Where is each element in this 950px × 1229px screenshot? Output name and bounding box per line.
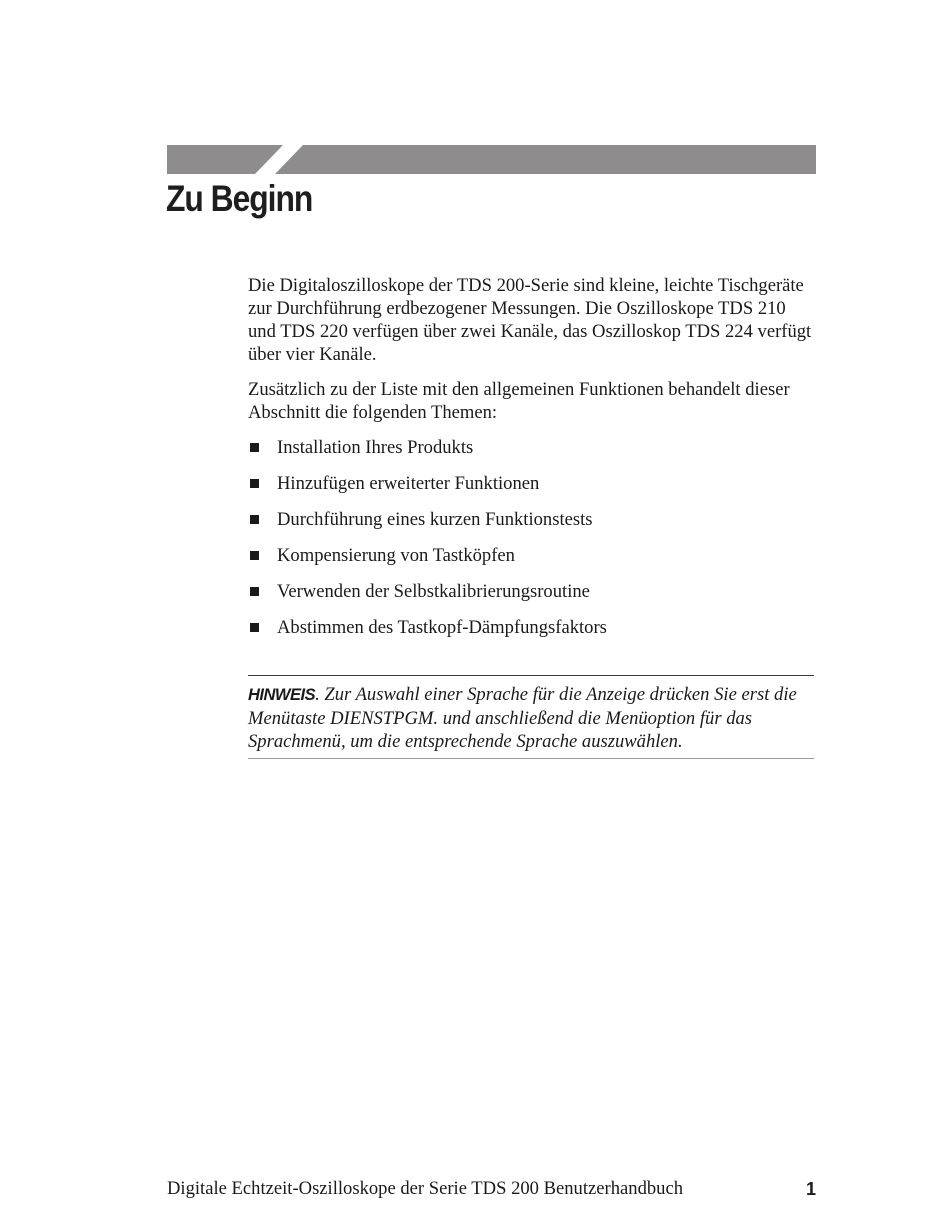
bullet-square-icon: [250, 479, 259, 488]
page-number: 1: [806, 1179, 817, 1199]
note-text: . Zur Auswahl einer Sprache für die Anzeige drücken Sie erst die Menütaste DIENSTPGM. und anschließend die Menüoption für das Sprachmenü, um die entsprechende Sprache auszuwählen.: [248, 684, 797, 752]
list-item-text: Abstimmen des Tastkopf-Dämpfungsfaktors: [277, 617, 607, 638]
list-item: [248, 472, 816, 508]
bullet-square-icon: [250, 515, 259, 524]
note-label: HINWEIS: [248, 686, 316, 704]
list-item: [248, 616, 816, 652]
list-item: [248, 436, 816, 472]
list-item: [248, 508, 816, 544]
list-item-text: Verwenden der Selbstkalibrierungsroutine: [277, 581, 590, 602]
list-item-text: Durchführung eines kurzen Funktionstests: [277, 509, 593, 530]
intro-paragraph-2: Zusätzlich zu der Liste mit den allgemeinen Funktionen behandelt dieser Abschnitt die folgenden Themen:: [248, 379, 790, 423]
header-bar-right-segment: [275, 145, 816, 174]
bullet-square-icon: [250, 551, 259, 560]
topic-list: [248, 436, 816, 652]
chapter-header-bar: [167, 145, 816, 174]
bullet-square-icon: [250, 623, 259, 632]
intro-paragraph-1: Die Digitaloszilloskope der TDS 200-Serie sind kleine, leichte Tischgeräte zur Durchführung erdbezogener Messungen. Die Oszilloskope TDS 210 und TDS 220 verfügen über zwei Kanäle, das Oszilloskop TDS 224 verfügt über vier Kanäle.: [248, 275, 812, 365]
chapter-header-bar-graphic: [167, 145, 816, 174]
bullet-square-icon: [250, 443, 259, 452]
note-box: [248, 675, 814, 759]
bullet-square-icon: [250, 587, 259, 596]
list-item-text: Installation Ihres Produkts: [277, 437, 474, 458]
list-item-text: Hinzufügen erweiterter Funktionen: [277, 473, 540, 494]
list-item: [248, 580, 816, 616]
list-item-text: Kompensierung von Tastköpfen: [277, 545, 515, 566]
chapter-title: Zu Beginn: [166, 178, 313, 219]
main-content: [248, 274, 816, 652]
header-bar-left-segment: [167, 145, 283, 174]
footer-manual-title: Digitale Echtzeit-Oszilloskope der Serie TDS 200 Benutzerhandbuch: [167, 1178, 684, 1199]
list-item: [248, 544, 816, 580]
